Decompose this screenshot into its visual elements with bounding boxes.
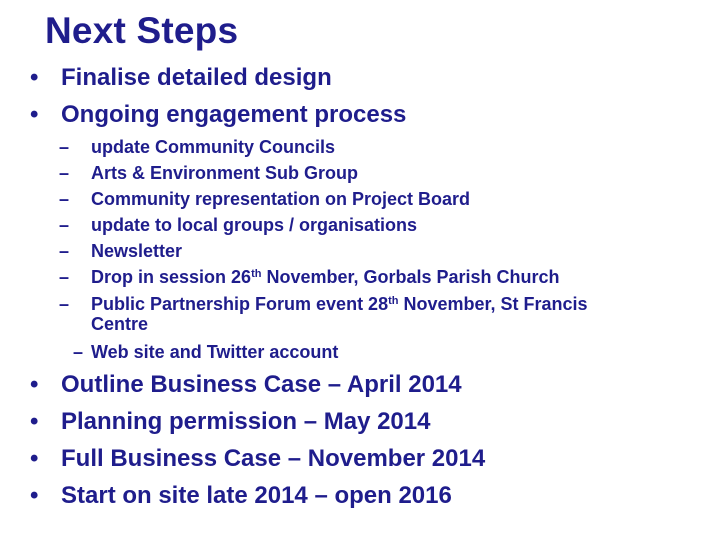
sub-bullet-text-end: November, St Francis bbox=[398, 294, 588, 314]
sub-bullet-text-start: Public Partnership Forum event 28 bbox=[91, 294, 389, 314]
sub-bullet-text-start: Drop in session 26 bbox=[91, 267, 252, 287]
bullet-marker: • bbox=[30, 371, 39, 398]
bullet-item bbox=[30, 64, 332, 92]
sub-bullet-text: Newsletter bbox=[91, 241, 183, 261]
sub-bullet-marker: – bbox=[59, 215, 70, 235]
bullet-marker: • bbox=[30, 445, 39, 472]
bullet-text: Full Business Case – November 2014 bbox=[61, 445, 486, 472]
sub-bullet-marker: – bbox=[73, 342, 84, 362]
sub-bullet-marker: – bbox=[59, 241, 70, 261]
bullet-text: Planning permission – May 2014 bbox=[61, 408, 431, 435]
bullet-item bbox=[30, 408, 430, 436]
bullet-text: Start on site late 2014 – open 2016 bbox=[61, 482, 452, 509]
sub-bullet-item bbox=[59, 294, 588, 334]
sub-bullet-item bbox=[59, 189, 470, 209]
sub-bullet-text-end: November, Gorbals Parish Church bbox=[261, 267, 560, 287]
sub-bullet-item bbox=[73, 342, 338, 363]
sub-bullet-text: update to local groups / organisations bbox=[91, 215, 418, 235]
sub-bullet-marker: – bbox=[59, 294, 70, 314]
bullet-item bbox=[30, 482, 452, 510]
slide-title: Next Steps bbox=[45, 10, 239, 51]
bullet-text: Outline Business Case – April 2014 bbox=[61, 371, 462, 398]
bullet-item bbox=[30, 371, 462, 399]
sub-bullet-marker: – bbox=[59, 189, 70, 209]
bullet-item bbox=[30, 101, 406, 129]
sub-bullet-item bbox=[59, 137, 335, 157]
sub-bullet-item bbox=[59, 241, 182, 261]
sub-bullet-marker: – bbox=[59, 163, 70, 183]
bullet-text: Finalise detailed design bbox=[61, 64, 332, 91]
sub-bullet-marker: – bbox=[59, 267, 70, 287]
sub-bullet-text: Web site and Twitter account bbox=[91, 342, 339, 362]
bullet-marker: • bbox=[30, 101, 39, 128]
bullet-marker: • bbox=[30, 64, 39, 91]
bullet-marker: • bbox=[30, 408, 39, 435]
ordinal-suffix: th bbox=[388, 295, 399, 307]
sub-bullet-text: update Community Councils bbox=[91, 137, 336, 157]
sub-bullet-text: Arts & Environment Sub Group bbox=[91, 163, 359, 183]
ordinal-suffix: th bbox=[251, 268, 262, 280]
bullet-marker: • bbox=[30, 482, 39, 509]
sub-bullet-text-continuation: Centre bbox=[91, 314, 149, 334]
bullet-item bbox=[30, 445, 485, 473]
sub-bullet-text: Community representation on Project Board bbox=[91, 189, 471, 209]
bullet-text: Ongoing engagement process bbox=[61, 101, 407, 128]
sub-bullet-item bbox=[59, 267, 560, 287]
sub-bullet-item bbox=[59, 215, 417, 235]
sub-bullet-marker: – bbox=[59, 137, 70, 157]
sub-bullet-item bbox=[59, 163, 358, 183]
